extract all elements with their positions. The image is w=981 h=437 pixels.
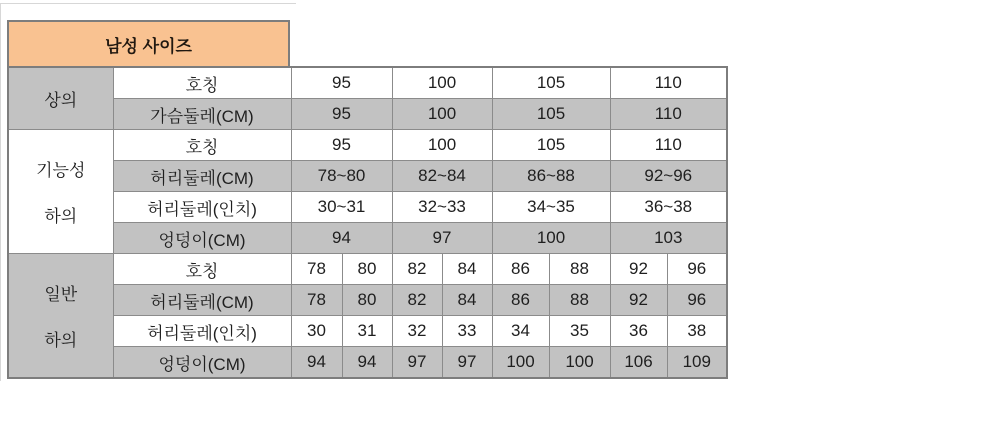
group-cell-functional-bottoms bbox=[8, 130, 113, 254]
row-label-cell: 허리둘레(CM) bbox=[113, 285, 291, 316]
value-cell: 36~38 bbox=[610, 192, 727, 223]
gridline-artifact-vertical bbox=[0, 3, 1, 381]
value-cell: 78~80 bbox=[291, 161, 392, 192]
value-cell: 100 bbox=[392, 67, 492, 99]
row-label-cell: 호칭 bbox=[113, 67, 291, 99]
value-cell: 80 bbox=[342, 254, 392, 285]
row-label-cell: 엉덩이(CM) bbox=[113, 223, 291, 254]
group-label: 상의 bbox=[44, 91, 78, 110]
value-cell: 92 bbox=[610, 254, 667, 285]
value-cell: 100 bbox=[549, 347, 610, 379]
value-cell: 36 bbox=[610, 316, 667, 347]
table-row bbox=[8, 316, 727, 347]
value-cell: 95 bbox=[291, 99, 392, 130]
gridline-artifact-horizontal bbox=[0, 3, 296, 4]
value-cell: 96 bbox=[667, 254, 727, 285]
value-cell: 105 bbox=[492, 67, 610, 99]
row-label-cell: 호칭 bbox=[113, 130, 291, 161]
value-cell: 100 bbox=[492, 223, 610, 254]
value-cell: 96 bbox=[667, 285, 727, 316]
value-cell: 103 bbox=[610, 223, 727, 254]
group-label: 하의 bbox=[44, 331, 78, 350]
value-cell: 34 bbox=[492, 316, 549, 347]
value-cell: 31 bbox=[342, 316, 392, 347]
value-cell: 34~35 bbox=[492, 192, 610, 223]
value-cell: 97 bbox=[442, 347, 492, 379]
value-cell: 32 bbox=[392, 316, 442, 347]
value-cell: 94 bbox=[291, 223, 392, 254]
value-cell: 82~84 bbox=[392, 161, 492, 192]
table-row bbox=[8, 161, 727, 192]
value-cell: 33 bbox=[442, 316, 492, 347]
table-row bbox=[8, 285, 727, 316]
value-cell: 94 bbox=[342, 347, 392, 379]
value-cell: 82 bbox=[392, 254, 442, 285]
table-row bbox=[8, 99, 727, 130]
value-cell: 110 bbox=[610, 130, 727, 161]
group-label: 기능성 bbox=[36, 161, 86, 180]
value-cell: 105 bbox=[492, 130, 610, 161]
value-cell: 106 bbox=[610, 347, 667, 379]
value-cell: 32~33 bbox=[392, 192, 492, 223]
value-cell: 88 bbox=[549, 254, 610, 285]
row-label-cell: 가슴둘레(CM) bbox=[113, 99, 291, 130]
row-label-cell: 허리둘레(인치) bbox=[113, 192, 291, 223]
value-cell: 92 bbox=[610, 285, 667, 316]
table-row bbox=[8, 347, 727, 379]
value-cell: 95 bbox=[291, 130, 392, 161]
value-cell: 97 bbox=[392, 223, 492, 254]
table-row bbox=[8, 254, 727, 285]
group-cell-tops bbox=[8, 67, 113, 130]
value-cell: 94 bbox=[291, 347, 342, 379]
chart-title-box bbox=[7, 20, 290, 68]
value-cell: 110 bbox=[610, 67, 727, 99]
group-cell-regular-bottoms bbox=[8, 254, 113, 379]
group-label: 하의 bbox=[44, 207, 78, 226]
value-cell: 100 bbox=[492, 347, 549, 379]
value-cell: 84 bbox=[442, 254, 492, 285]
row-label-cell: 허리둘레(인치) bbox=[113, 316, 291, 347]
table-row bbox=[8, 67, 727, 99]
value-cell: 105 bbox=[492, 99, 610, 130]
value-cell: 100 bbox=[392, 130, 492, 161]
value-cell: 100 bbox=[392, 99, 492, 130]
value-cell: 78 bbox=[291, 285, 342, 316]
table-row bbox=[8, 130, 727, 161]
value-cell: 97 bbox=[392, 347, 442, 379]
value-cell: 86~88 bbox=[492, 161, 610, 192]
value-cell: 110 bbox=[610, 99, 727, 130]
row-label-cell: 허리둘레(CM) bbox=[113, 161, 291, 192]
chart-title: 남성 사이즈 bbox=[105, 36, 192, 56]
row-label-cell: 호칭 bbox=[113, 254, 291, 285]
value-cell: 80 bbox=[342, 285, 392, 316]
value-cell: 38 bbox=[667, 316, 727, 347]
value-cell: 92~96 bbox=[610, 161, 727, 192]
value-cell: 86 bbox=[492, 254, 549, 285]
value-cell: 88 bbox=[549, 285, 610, 316]
row-label-cell: 엉덩이(CM) bbox=[113, 347, 291, 379]
table-row bbox=[8, 192, 727, 223]
value-cell: 82 bbox=[392, 285, 442, 316]
value-cell: 86 bbox=[492, 285, 549, 316]
group-label: 일반 bbox=[44, 285, 78, 304]
size-table bbox=[7, 66, 728, 379]
value-cell: 78 bbox=[291, 254, 342, 285]
value-cell: 30 bbox=[291, 316, 342, 347]
value-cell: 84 bbox=[442, 285, 492, 316]
value-cell: 95 bbox=[291, 67, 392, 99]
value-cell: 35 bbox=[549, 316, 610, 347]
value-cell: 30~31 bbox=[291, 192, 392, 223]
table-row bbox=[8, 223, 727, 254]
value-cell: 109 bbox=[667, 347, 727, 379]
